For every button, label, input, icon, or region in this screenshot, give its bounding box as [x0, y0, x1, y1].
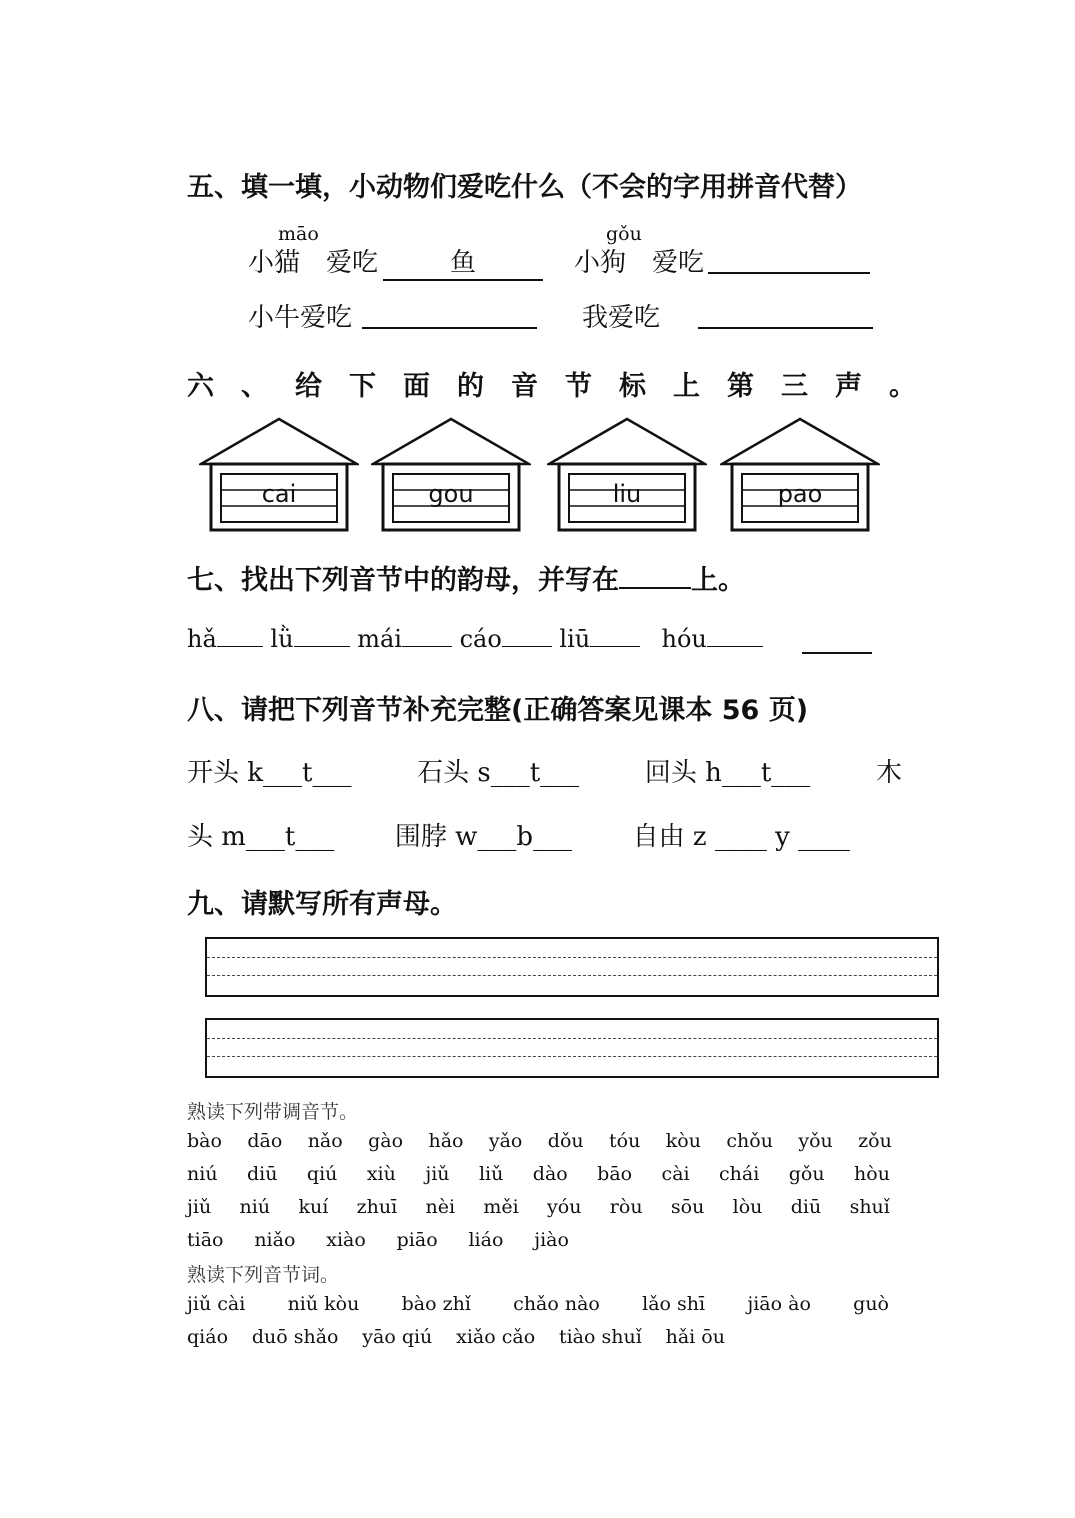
house-1[interactable]: [199, 416, 359, 534]
syllable: kuí: [298, 1196, 329, 1218]
section-8-title: 八、请把下列音节补充完整(正确答案见课本 56 页): [187, 695, 809, 726]
syllable: kòu: [665, 1130, 701, 1152]
final-blank-extra[interactable]: [802, 630, 872, 654]
completion-item[interactable]: 回头 h___t___: [644, 758, 811, 788]
syllable: sōu: [670, 1196, 705, 1218]
syllable: diū: [790, 1196, 822, 1218]
me-answer-blank[interactable]: [698, 297, 873, 329]
syllable: ròu: [609, 1196, 643, 1218]
completion-item[interactable]: 石头 s___t___: [417, 758, 580, 788]
dog-likes: 爱吃: [652, 248, 705, 278]
word-row-1: [187, 1293, 889, 1315]
section-9-title: 九、请默写所有声母。: [187, 889, 457, 920]
writing-box-1[interactable]: [205, 937, 939, 997]
syllable: cài: [661, 1163, 690, 1185]
syllable: chái: [719, 1163, 760, 1185]
word: hǎi ōu: [665, 1326, 725, 1348]
syllable-item: liū: [559, 625, 591, 653]
dog-answer-blank[interactable]: [708, 242, 870, 274]
dog-label: 小狗: [574, 248, 627, 278]
syllable: jiǔ: [187, 1196, 212, 1218]
final-blank[interactable]: [294, 624, 350, 647]
cat-answer: 鱼: [449, 248, 476, 278]
writing-box-2[interactable]: [205, 1018, 939, 1078]
syllable: nǎo: [307, 1130, 343, 1152]
word-row-2: [187, 1326, 725, 1348]
section-5-title: 五、填一填，小动物们爱吃什么（不会的字用拼音代替）: [187, 172, 862, 203]
syllable: xiù: [366, 1163, 396, 1185]
syllable-item: hǎ: [187, 625, 217, 653]
calf-label: 小牛爱吃: [248, 303, 353, 333]
syllable: shuǐ: [849, 1196, 890, 1218]
word: guò: [853, 1293, 889, 1315]
syllable: xiào: [326, 1229, 366, 1251]
guide-line: [207, 975, 937, 976]
section-7-title: [187, 558, 745, 597]
syllable-row-2: [187, 1163, 890, 1185]
title-blank-sample: [619, 561, 691, 589]
guide-line: [207, 957, 937, 958]
section-7-title-b: 上。: [691, 565, 745, 596]
read-syllables-title: 熟读下列带调音节。: [187, 1101, 359, 1123]
word: jiǔ cài: [187, 1293, 246, 1315]
syllable: nèi: [425, 1196, 456, 1218]
syllable: yǎo: [488, 1130, 523, 1152]
cat-likes: 爱吃: [326, 248, 379, 278]
syllable: dǒu: [547, 1130, 584, 1152]
syllable: měi: [483, 1196, 519, 1218]
syllable: dāo: [247, 1130, 283, 1152]
syllable: piāo: [396, 1229, 438, 1251]
completion-line-2: [187, 816, 850, 853]
syllable: chǒu: [726, 1130, 773, 1152]
completion-item[interactable]: 围脖 w___b___: [394, 822, 573, 852]
syllable-row-4: [187, 1229, 569, 1251]
syllable-item: cáo: [459, 625, 502, 653]
pinyin-mao: māo: [278, 223, 319, 245]
me-label: 我爱吃: [582, 303, 661, 333]
house-2[interactable]: [371, 416, 531, 534]
section-6-title: 六、给下面的音节标上第三声。: [187, 371, 943, 402]
syllable: bāo: [597, 1163, 633, 1185]
house-3[interactable]: [547, 416, 707, 534]
completion-line-1: [187, 752, 902, 789]
syllable: niú: [239, 1196, 271, 1218]
completion-item[interactable]: 自由 z ____ y ____: [632, 822, 851, 852]
house-syllable: pao: [777, 480, 823, 508]
syllable: qiú: [306, 1163, 338, 1185]
calf-answer-blank[interactable]: [362, 297, 537, 329]
house-icon: [547, 416, 707, 534]
word: tiào shuǐ: [558, 1326, 642, 1348]
word: niǔ kòu: [287, 1293, 360, 1315]
word: xiǎo cǎo: [456, 1326, 536, 1348]
syllable-row-3: [187, 1196, 890, 1218]
syllable: zhuī: [356, 1196, 398, 1218]
syllable: bào: [187, 1130, 222, 1152]
completion-item[interactable]: 开头 k___t___: [187, 758, 352, 788]
syllable: jiào: [534, 1229, 569, 1251]
syllable: tiāo: [187, 1229, 224, 1251]
house-icon: [199, 416, 359, 534]
house-syllable: gou: [428, 480, 474, 508]
syllable-item: mái: [357, 625, 402, 653]
syllable: yǒu: [798, 1130, 833, 1152]
syllable: hǎo: [428, 1130, 464, 1152]
syllable: liǔ: [478, 1163, 504, 1185]
read-words-title: 熟读下列音节词。: [187, 1264, 340, 1286]
house-4[interactable]: [720, 416, 880, 534]
syllable: lòu: [732, 1196, 763, 1218]
word: lǎo shī: [642, 1293, 706, 1315]
completion-item[interactable]: 头 m___t___: [187, 822, 335, 852]
syllable: liáo: [468, 1229, 504, 1251]
syllable-row-1: [187, 1130, 892, 1152]
syllable: gǒu: [788, 1163, 825, 1185]
final-blank[interactable]: [707, 624, 763, 647]
syllable: yóu: [547, 1196, 582, 1218]
final-blank[interactable]: [590, 624, 640, 647]
syllable: niú: [187, 1163, 218, 1185]
final-blank[interactable]: [502, 624, 552, 647]
syllable: jiǔ: [425, 1163, 450, 1185]
syllable: zǒu: [858, 1130, 892, 1152]
finals-row: [187, 624, 763, 653]
word: duō shǎo: [251, 1326, 339, 1348]
syllable-item: hóu: [661, 625, 707, 653]
word: qiáo: [187, 1326, 229, 1348]
word: jiāo ào: [747, 1293, 811, 1315]
word: chǎo nào: [513, 1293, 600, 1315]
completion-item[interactable]: 木: [875, 758, 902, 788]
syllable: niǎo: [254, 1229, 296, 1251]
syllable: hòu: [854, 1163, 890, 1185]
syllable-item: lǜ: [270, 625, 294, 653]
section-7-title-a: 七、找出下列音节中的韵母，并写在: [187, 565, 619, 596]
house-syllable: liu: [612, 480, 642, 508]
cat-label: 小猫: [248, 248, 301, 278]
final-blank[interactable]: [402, 624, 452, 647]
syllable: diū: [247, 1163, 278, 1185]
syllable: gào: [368, 1130, 404, 1152]
house-syllable: cai: [261, 480, 297, 508]
cat-answer-blank[interactable]: [383, 242, 543, 281]
house-icon: [720, 416, 880, 534]
word: yāo qiú: [362, 1326, 433, 1348]
final-blank[interactable]: [217, 624, 263, 647]
pinyin-gou: gǒu: [606, 223, 642, 245]
syllable: dào: [532, 1163, 568, 1185]
guide-line: [207, 1056, 937, 1057]
guide-line: [207, 1038, 937, 1039]
syllable: tóu: [609, 1130, 641, 1152]
word: bào zhǐ: [401, 1293, 471, 1315]
house-icon: [371, 416, 531, 534]
